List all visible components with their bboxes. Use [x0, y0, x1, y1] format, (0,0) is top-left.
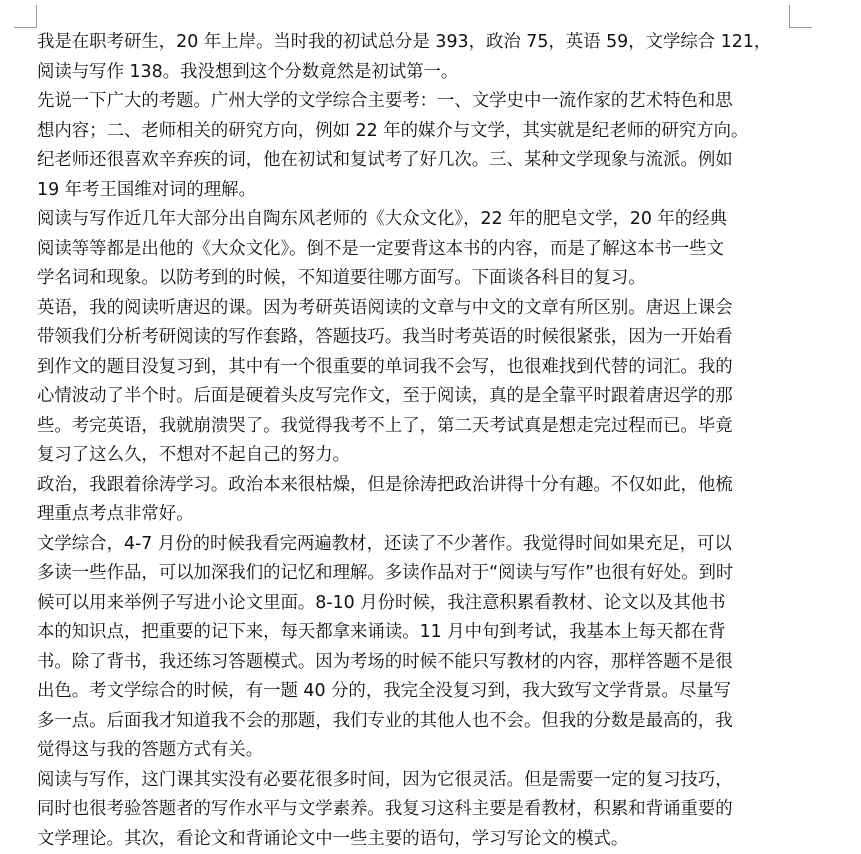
text-line: 19 年考王国维对词的理解。 — [37, 176, 827, 206]
paragraph-english — [37, 294, 827, 471]
text-line: 书。除了背书，我还练习答题模式。因为考场的时候不能只写教材的内容，那样答题不是很 — [37, 648, 827, 678]
text-line: 同时也很考验答题者的写作水平与文学素养。我复习这科主要是看教材，积累和背诵重要的 — [37, 795, 827, 825]
text-line: 本的知识点，把重要的记下来，每天都拿来诵读。11 月中旬到考试，我基本上每天都在背 — [37, 618, 827, 648]
text-line: 到作文的题目没复习到，其中有一个很重要的单词我不会写，也很难找到代替的词汇。我的 — [37, 353, 827, 383]
text-line: 先说一下广大的考题。广州大学的文学综合主要考：一、文学史中一流作家的艺术特色和思 — [37, 87, 827, 117]
text-line: 出色。考文学综合的时候，有一题 40 分的，我完全没复习到，我大致写文学背景。尽量写 — [37, 677, 827, 707]
text-line: 学名词和现象。以防考到的时候，不知道要往哪方面写。下面谈各科目的复习。 — [37, 264, 827, 294]
text-line: 多一点。后面我才知道我不会的那题，我们专业的其他人也不会。但我的分数是最高的，我 — [37, 707, 827, 737]
text-line: 复习了这么久，不想对不起自己的努力。 — [37, 441, 827, 471]
text-line: 英语，我的阅读听唐迟的课。因为考研英语阅读的文章与中文的文章有所区别。唐迟上课会 — [37, 294, 827, 324]
paragraph-exam-topics — [37, 87, 827, 205]
text-line: 文学理论。其次，看论文和背诵论文中一些主要的语句，学习写论文的模式。 — [37, 825, 827, 854]
text-line: 理重点考点非常好。 — [37, 500, 827, 530]
text-line: 多读一些作品，可以加深我们的记忆和理解。多读作品对于“阅读与写作”也很有好处。到时 — [37, 559, 827, 589]
text-line: 阅读与写作近几年大部分出自陶东风老师的《大众文化》，22 年的肥皂文学，20 年的经典 — [37, 205, 827, 235]
text-line: 阅读与写作 138。我没想到这个分数竟然是初试第一。 — [37, 58, 827, 88]
document-body[interactable] — [37, 28, 827, 854]
text-line: 觉得这与我的答题方式有关。 — [37, 736, 827, 766]
text-line: 想内容；二、老师相关的研究方向，例如 22 年的媒介与文学，其实就是纪老师的研究方向。 — [37, 117, 827, 147]
text-line: 候可以用来举例子写进小论文里面。8-10 月份时候，我注意积累看教材、论文以及其他书 — [37, 589, 827, 619]
text-line: 些。考完英语，我就崩溃哭了。我觉得我考不上了，第二天考试真是想走完过程而已。毕竟 — [37, 412, 827, 442]
text-line: 阅读等等都是出他的《大众文化》。倒不是一定要背这本书的内容，而是了解这本书一些文 — [37, 235, 827, 265]
text-line: 纪老师还很喜欢辛弃疾的词，他在初试和复试考了好几次。三、某种文学现象与流派。例如 — [37, 146, 827, 176]
paragraph-literature — [37, 530, 827, 766]
paragraph-politics — [37, 471, 827, 530]
text-line: 政治，我跟着徐涛学习。政治本来很枯燥，但是徐涛把政治讲得十分有趣。不仅如此，他梳 — [37, 471, 827, 501]
paragraph-reading-writing-source — [37, 205, 827, 294]
text-line: 文学综合，4-7 月份的时候我看完两遍教材，还读了不少著作。我觉得时间如果充足，可以 — [37, 530, 827, 560]
paragraph-intro — [37, 28, 827, 87]
paragraph-reading-writing — [37, 766, 827, 854]
text-line: 我是在职考研生，20 年上岸。当时我的初试总分是 393，政治 75，英语 59，文学综合 121， — [37, 28, 827, 58]
top-left-margin-mark — [14, 5, 37, 28]
text-line: 阅读与写作，这门课其实没有必要花很多时间，因为它很灵活。但是需要一定的复习技巧， — [37, 766, 827, 796]
text-line: 带领我们分析考研阅读的写作套路，答题技巧。我当时考英语的时候很紧张，因为一开始看 — [37, 323, 827, 353]
top-right-margin-mark — [789, 5, 812, 28]
text-line: 心情波动了半个时。后面是硬着头皮写完作文，至于阅读，真的是全靠平时跟着唐迟学的那 — [37, 382, 827, 412]
